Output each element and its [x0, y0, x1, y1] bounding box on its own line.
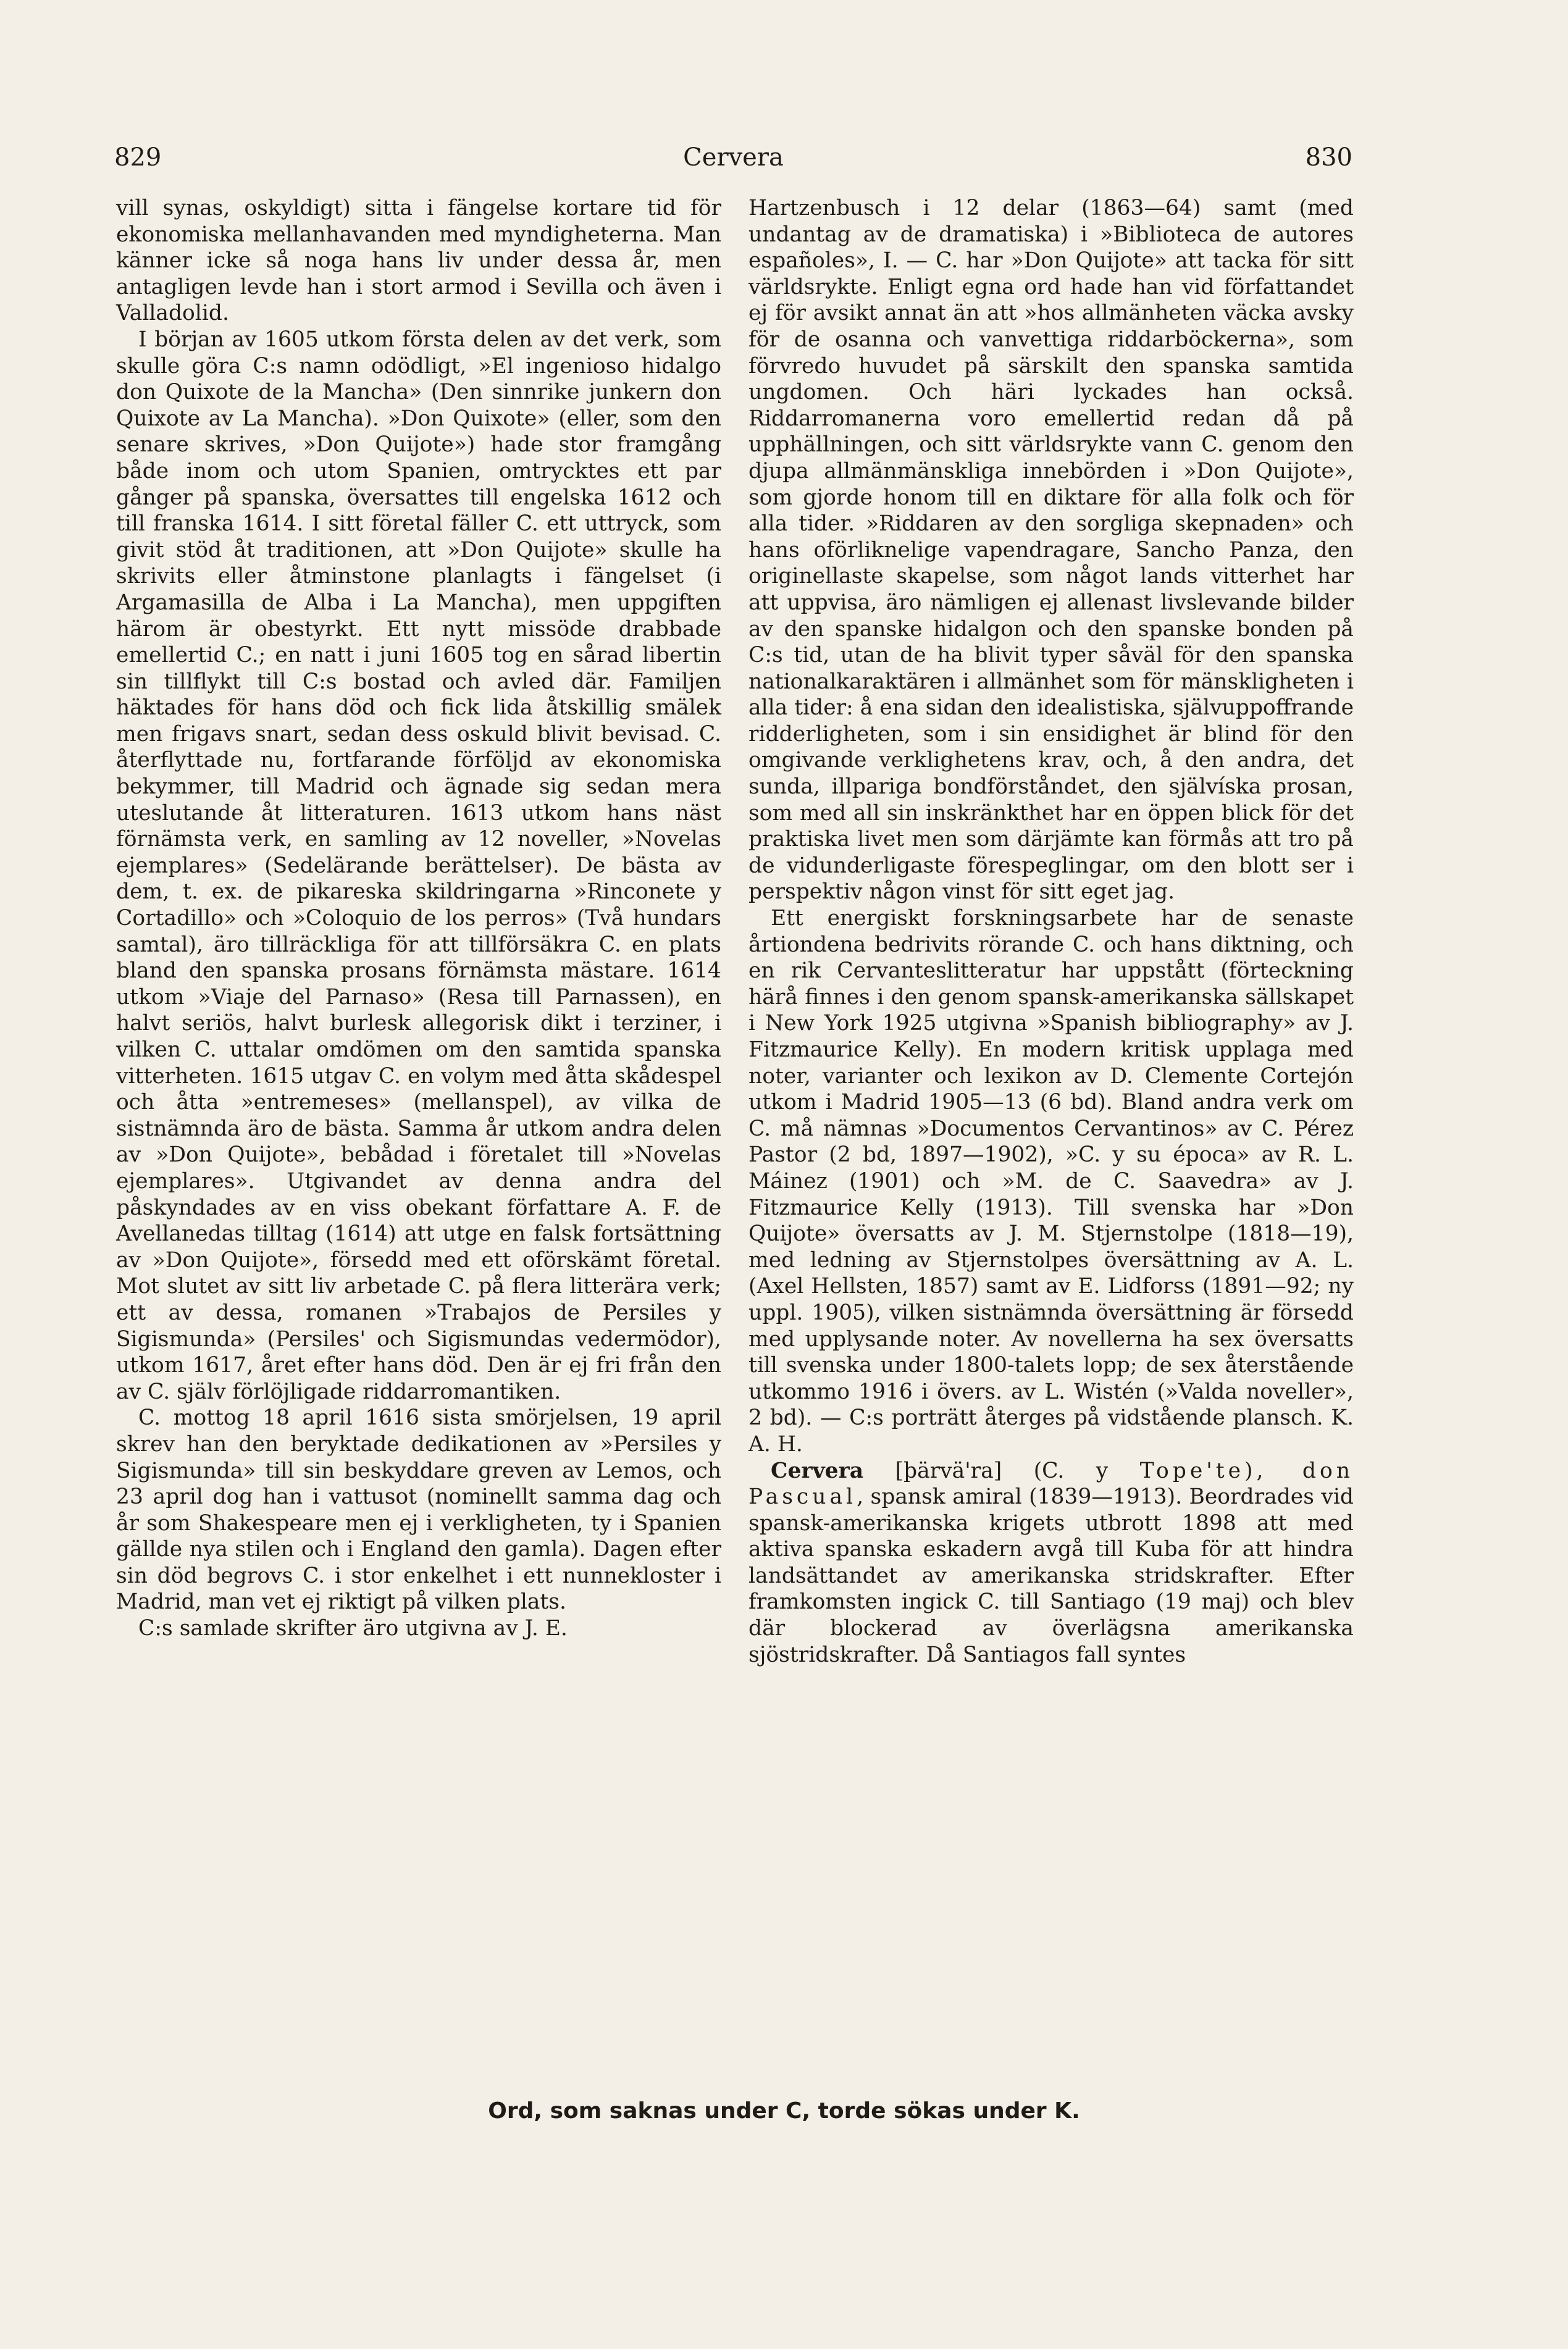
paragraph: I början av 1605 utkom första delen av det verk, som skulle göra C:s namn odödligt, »El ingenioso hidalgo don Quixote de la Mancha» (Den sinnrike junkern don Quixote av La Mancha). »Don Quixote» (eller, som den senare skrives, »Don Quijote») hade stor framgång både inom och utom Spanien, omtrycktes ett par gånger på spanska, översattes till engelska 1612 och till franska 1614. I sitt företal fäller C. ett uttryck, som givit stöd åt traditionen, att »Don Quijote» skulle ha skrivits eller åtminstone planlagts i fängelset (i Argamasilla de Alba i La Mancha), men uppgiften härom är obestyrkt. Ett nytt missöde drabbade emellertid C.; en natt i juni 1605 tog en sårad libertin sin tillflykt till C:s bostad och avled där. Familjen häktades för hans död och fick lida åtskillig smälek men frigavs snart, sedan dess oskuld blivit bevisad. C. återflyttade nu, fortfarande förföljd av ekonomiska bekymmer, till Madrid och ägnade sig sedan mera uteslutande åt litteraturen. 1613 utkom hans näst förnämsta verk, en samling av 12 noveller, »Novelas ejemplares» (Sedelärande berättelser). De bästa av dem, t. ex. de pikareska skildringarna »Rinconete y Cortadillo» och »Coloquio de los perros» (Två hundars samtal), äro tillräckliga för att tillförsäkra C. en plats bland den spanska prosans förnämsta mästare. 1614 utkom »Viaje del Parnaso» (Resa till Parnassen), en halvt seriös, halvt burlesk allegorisk dikt i terziner, i vilken C. uttalar omdömen om den samtida spanska vitterheten. 1615 utgav C. en volym med åtta skådespel och åtta »entremeses» (mellanspel), av vilka de sistnämnda äro de bästa. Samma år utkom andra delen av »Don Quijote», bebådad i företalet till »Novelas ejemplares». Utgivandet av denna andra del påskyndades av en viss obekant författare A. F. de Avellanedas tilltag (1614) att utge en falsk fortsättning av »Don Quijote», försedd med ett oförskämt företal. Mot slutet av sitt liv arbetade C. på flera litterära verk; ett av dessa, romanen »Trabajos de Persiles y Sigismunda» (Persiles' och Sigismundas vedermödor), utkom 1617, året efter hans död. Den är ej fri från den av C. själv förlöjligade riddarromantiken. [116, 327, 721, 1404]
paragraph: C:s samlade skrifter äro utgivna av J. E. [138, 1616, 568, 1641]
running-head: Cervera [683, 143, 784, 172]
left-column [116, 195, 721, 1642]
entry-name-open: (C. y [1033, 1458, 1109, 1483]
page-header [114, 143, 1352, 180]
footer-note: Ord, som saknas under C, torde sökas under K. [488, 2098, 1080, 2124]
paragraph: C. mottog 18 april 1616 sista smörjelsen, 19 april skrev han den beryktade dedikationen av »Persiles y Sigismunda» till sin beskyddare greven av Lemos, och 23 april dog han i vattusot (nominellt samma dag och år som Shakespeare men ej i verkligheten, ty i Spanien gällde nya stilen och i England den gamla). Dagen efter sin död begrovs C. i stor enkelhet i ett nunnekloster i Madrid, man vet ej riktigt på vilken plats. [116, 1405, 721, 1615]
page-number-right: 830 [1305, 143, 1352, 172]
cervera-entry [748, 1458, 1354, 1669]
paragraph: Ett energiskt forskningsarbete har de senaste årtiondena bedrivits rörande C. och hans diktning, och en rik Cervanteslitteratur har uppstått (förteckning härå finnes i den genom spansk-amerikanska sällskapet i New York 1925 utgivna »Spanish bibliography» av J. Fitzmaurice Kelly). En modern kritisk upplaga med noter, varianter och lexikon av D. Clemente Cortejón utkom i Madrid 1905—13 (6 bd). Bland andra verk om C. må nämnas »Documentos Cervantinos» av C. Pérez Pastor (2 bd, 1897—1902), »C. y su época» av R. L. Máinez (1901) och »M. de C. Saavedra» av J. Fitzmaurice Kelly (1913). Till svenska har »Don Quijote» översatts av J. M. Stjernstolpe (1818—19), med ledning av Stjernstolpes översättning av A. L. (Axel Hellsten, 1857) samt av E. Lidforss (1891—92; ny uppl. 1905), vilken sistnämnda översättning är försedd med upplysande noter. Av novellerna ha sex översatts till svenska under 1800-talets lopp; de sex återstående utkommo 1916 i övers. av L. Wistén (»Valda noveller», 2 bd). — C:s porträtt återges på vidstående plansch. K. A. H. [748, 906, 1354, 1457]
page-number-left: 829 [114, 143, 162, 172]
entry-pronunciation: [þärvä'ra] [895, 1458, 1002, 1483]
paragraph: Hartzenbusch i 12 delar (1863—64) samt (med undantag av de dramatiska) i »Biblioteca de autores españoles», I. — C. har »Don Quijote» att tacka för sitt världsrykte. Enligt egna ord hade han vid författandet ej för avsikt annat än att »hos allmänheten väcka avsky för de osanna och vanvettiga riddarböckerna», som förvredo huvudet på särskilt den spanska samtida ungdomen. Och häri lyckades han också. Riddarromanerna voro emellertid redan då på upphällningen, och sitt världsrykte vann C. genom den djupa allmänmänskliga innebörden i »Don Quijote», som gjorde honom till en diktare för alla folk och för alla tider. »Riddaren av den sorgliga skepnaden» och hans oförliknelige vapendragare, Sancho Panza, den originellaste skapelse, som något lands vitterhet har att uppvisa, äro nämligen ej allenast livslevande bilder av den spanske hidalgon och den spanske bonden på C:s tid, utan de ha blivit typer såväl för den spanska nationalkaraktären i allmänhet som för mänskligheten i alla tider: å ena sidan den idealistiska, självuppoffrande ridderligheten, som i sin ensidighet är blind för den omgivande verklighetens krav, och, å den andra, det sunda, illpariga bondförståndet, den självíska prosan, som med all sin inskränkthet har en öppen blick för det praktiska livet men som därjämte kan förmås att tro på de vidunderligaste förespeglingar, om den blott ser i perspektiv någon vinst för sitt eget jag. [748, 196, 1354, 905]
paragraph: vill synas, oskyldigt) sitta i fängelse kortare tid för ekonomiska mellanhavanden med myndigheterna. Man känner icke så noga hans liv under dessa år, men antagligen levde han i stort armod i Sevilla och även i Valladolid. [116, 196, 721, 326]
entry-text: , spansk amiral (1839—1913). Beordrades vid spansk-amerikanska krigets utbrott 1898 att med aktiva spanska eskadern avgå till Kuba för att hindra landsättandet av amerikanska stridskrafter. Efter framkomsten ingick C. till Santiago (19 maj) och blev där blockerad av överlägsna amerikanska sjöstridskrafter. Då Santiagos fall syntes [748, 1484, 1354, 1667]
entry-name-spaced: Tope'te), don Pascual [748, 1458, 1354, 1510]
right-column [748, 195, 1354, 1668]
entry-headword: Cervera [771, 1458, 864, 1483]
